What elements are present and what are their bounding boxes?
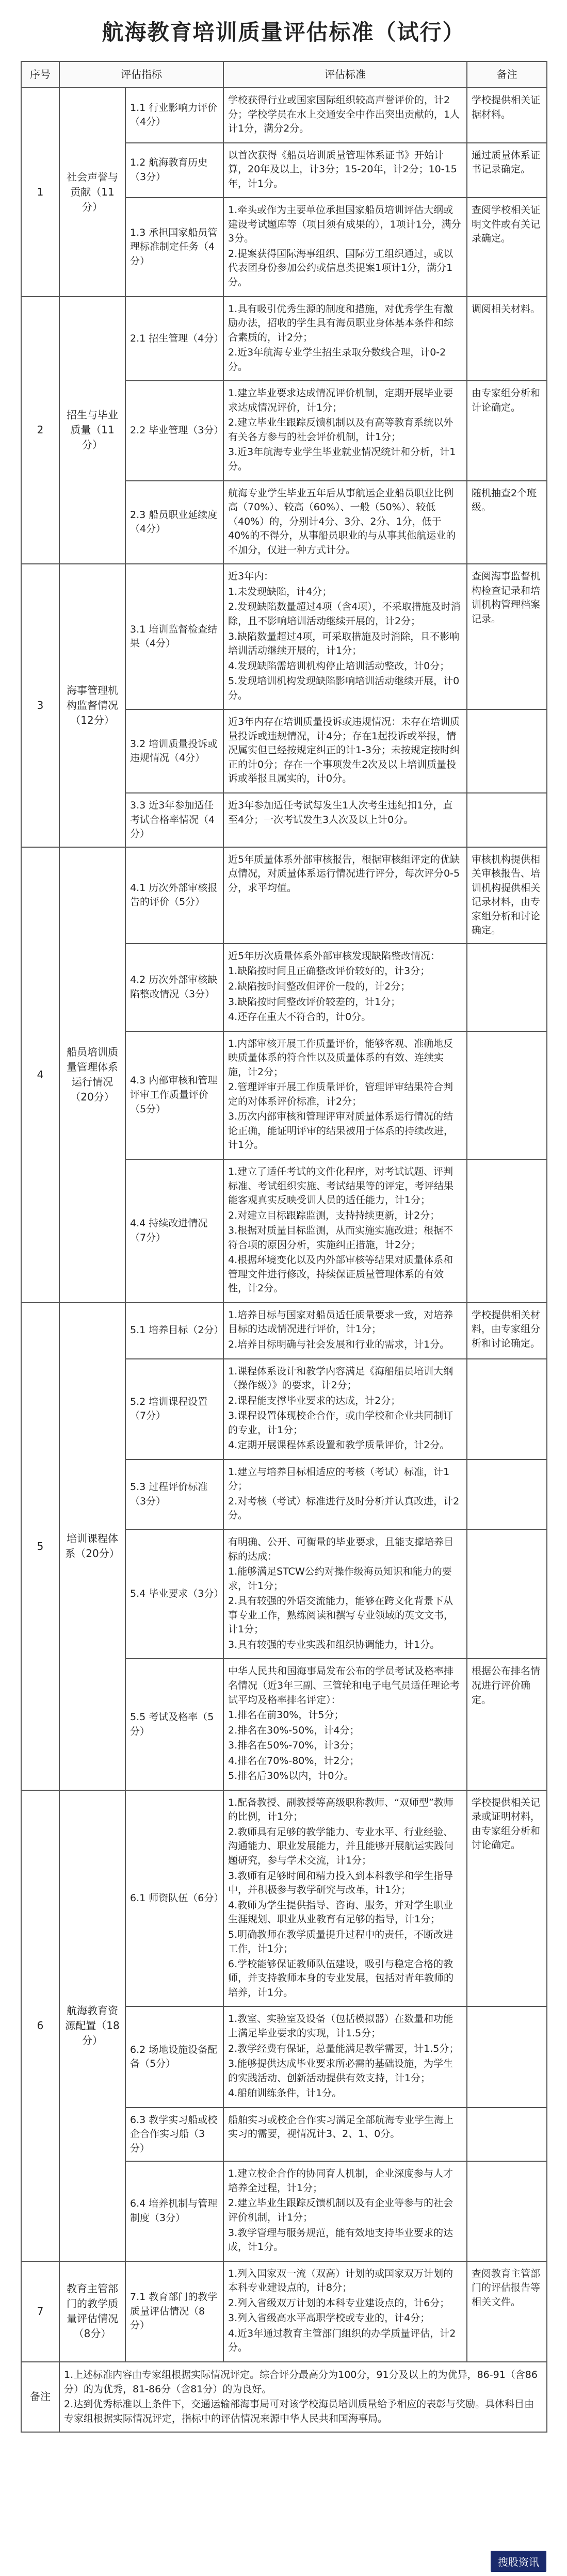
level2-indicator: 6.1 师资队伍（6分） bbox=[125, 1790, 223, 2007]
evaluation-standard bbox=[223, 793, 467, 847]
evaluation-standard bbox=[223, 198, 467, 296]
standard-line: 学校获得行业或国家国际组织较高声誉评价的，计2分；学校学员在水上交通安全中作出突出贡献的，1人计1分，满分2分。 bbox=[228, 94, 460, 135]
remarks-table bbox=[21, 2361, 547, 2433]
standard-line: 5.排名后30%以内，计0分。 bbox=[228, 1770, 354, 1782]
level2-indicator: 5.2 培训课程设置（7分） bbox=[125, 1359, 223, 1460]
standard-line: 2.管理评审开展工作质量评价，管理评审结果符合判定的对体系评价标准，计2分； bbox=[228, 1081, 453, 1107]
note-cell: 由专家组分析和计论确定。 bbox=[467, 381, 547, 480]
level2-indicator: 4.3 内部审核和管理评审工作质量评价（5分） bbox=[125, 1031, 223, 1159]
standard-line: 3.缺陷按时间整改评价较差的，计1分； bbox=[228, 996, 401, 1008]
evaluation-standard bbox=[223, 564, 467, 709]
remarks-line: 1.上述标准内容由专家组根据实际情况评定。综合评分最高分为100分，91分及以上的为优异，86-91（含86分）的为优秀，81-86分（含81分）的为良好。 bbox=[64, 2369, 538, 2395]
table-row bbox=[21, 1303, 547, 1359]
standard-line: 1.牵头或作为主要单位承担国家船员培训评估大纲或建设考试题库等（项目须有成果的），1项计1分，满分3分。 bbox=[228, 204, 461, 245]
note-cell: 调阅相关材料。 bbox=[467, 297, 547, 381]
standard-line: 航海专业学生毕业五年后从事航运企业船员职业比例高（70%）、较高（60%）、一般（50%）、较低（40%）的，分别计4分、3分、2分、1分，低于40%的不得分，从事船员职业的与从事其他航运业的不加分，仅进一种方式计分。 bbox=[228, 487, 456, 556]
standard-line: 1.培养目标与国家对船员适任质量要求一致，对培养目标的达成情况进行评价，计1分； bbox=[228, 1309, 453, 1335]
standard-line: 3.缺陷数量超过4项，可采取措施及时消除，且不影响培训活动继续开展的，计1分； bbox=[228, 630, 460, 657]
standard-line: 4.近3年通过教育主管部门组织的办学质量评估，计2分。 bbox=[228, 2327, 456, 2354]
remarks-row bbox=[21, 2362, 547, 2432]
note-cell: 查阅教育主管部门的评估报告等相关文件。 bbox=[467, 2261, 547, 2362]
standard-line: 3.教学管理与服务规范，能有效地支持毕业要求的达成，计1分。 bbox=[228, 2227, 453, 2253]
remarks-line: 2.达到优秀标准以上条件下，交通运输部海事局可对该学校海员培训质量给予相应的表彰与奖励。具体科目由专家组根据实际情况评定，指标中的评估情况来源中华人民共和国海事局。 bbox=[64, 2398, 534, 2425]
header-note: 备注 bbox=[467, 61, 547, 88]
evaluation-standard bbox=[223, 1460, 467, 1530]
standard-line: 3.根据对质量目标监测，从而实施实施改进；根据不符合项的原因分析，实施纠正措施，计2分； bbox=[228, 1225, 453, 1251]
row-number: 1 bbox=[21, 88, 59, 297]
standard-line: 船舶实习或校企合作实习满足全部航海专业学生海上实习的需要，视情况计3、2、1、0分。 bbox=[228, 2114, 454, 2140]
evaluation-standard bbox=[223, 381, 467, 480]
level2-indicator: 3.1 培训监督检查结果（4分） bbox=[125, 564, 223, 709]
standard-line: 3.近3年航海专业学生毕业就业情况统计和分析，计1分。 bbox=[228, 446, 456, 473]
level2-indicator: 3.3 近3年参加适任考试合格率情况（4分） bbox=[125, 793, 223, 847]
table-row bbox=[21, 564, 547, 709]
header-standard: 评估标准 bbox=[223, 61, 467, 88]
level2-indicator: 2.3 船员职业延续度（4分） bbox=[125, 481, 223, 564]
standard-line: 1.缺陷按时间且正确整改评价较好的，计3分； bbox=[228, 965, 430, 977]
header-indicator: 评估指标 bbox=[59, 61, 223, 88]
evaluation-table bbox=[21, 61, 547, 2362]
note-cell bbox=[467, 1460, 547, 1530]
evaluation-standard bbox=[223, 2006, 467, 2107]
note-cell: 学校提供相关证据材料。 bbox=[467, 88, 547, 143]
standard-line: 2.建立毕业生跟踪反馈机制以及有企业等参与的社会评价机制，计1分； bbox=[228, 2197, 453, 2223]
table-row bbox=[21, 847, 547, 944]
standard-line: 3.列入省级高水平高职学校或专业的，计4分； bbox=[228, 2312, 430, 2324]
standard-line: 3.排名在50%-70%，计3分； bbox=[228, 1740, 360, 1752]
table-row bbox=[21, 2261, 547, 2362]
level2-indicator: 6.3 教学实习船或校企合作实习船（3分） bbox=[125, 2108, 223, 2162]
standard-line: 1.能够满足STCW公约对操作级海员知识和能力的要求，计1分； bbox=[228, 1566, 452, 1592]
standard-line: 2.教师具有足够的教学能力、专业水平、行业经验、沟通能力、职业发展能力，并且能够开展航运实践问题研究，参与学术交流，计1分； bbox=[228, 1826, 454, 1866]
standard-line: 4.定期开展课程体系设置和教学质量评价，计2分。 bbox=[228, 1439, 450, 1451]
standard-line: 2.对考核（考试）标准进行及时分析并认真改进，计2分。 bbox=[228, 1495, 460, 1521]
note-cell bbox=[467, 944, 547, 1031]
table-body bbox=[21, 88, 547, 2362]
note-cell: 学校提供相关记录或证明材料，由专家组分析和讨论确定。 bbox=[467, 1790, 547, 2007]
note-cell: 学校提供相关材料，由专家组分析和讨论确定。 bbox=[467, 1303, 547, 1359]
note-cell: 审核机构提供相关审核报告、培训机构提供相关记录材料，由专家组分析和讨论确定。 bbox=[467, 847, 547, 944]
standard-line: 1.具有吸引优秀生源的制度和措施，对优秀学生有激励办法，招收的学生具有海员职业身体基本条件和综合素质的，计2分； bbox=[228, 303, 454, 343]
table-header-row bbox=[21, 61, 547, 88]
standard-line: 3.能够提供达成毕业要求所必需的基础设施，为学生的实践活动、创新活动提供有效支持，计1分； bbox=[228, 2058, 453, 2084]
note-cell bbox=[467, 793, 547, 847]
standard-line: 3.课程设置体现校企合作，或由学校和企业共同制订的专业，计1分； bbox=[228, 1410, 453, 1436]
standard-line: 1.建立与培养目标相适应的考核（考试）标准，计1分； bbox=[228, 1466, 450, 1492]
row-number: 4 bbox=[21, 847, 59, 1303]
level2-indicator: 5.4 毕业要求（3分） bbox=[125, 1530, 223, 1659]
standard-line: 近3年参加适任考试每发生1人次考生违纪扣1分，直至4分；一次考试发生3人次及以上计0分。 bbox=[228, 799, 453, 825]
evaluation-standard bbox=[223, 1031, 467, 1159]
note-cell: 根据公布排名情况进行评价确定。 bbox=[467, 1659, 547, 1790]
standard-line: 4.还存在重大不符合的，计0分。 bbox=[228, 1011, 371, 1023]
standard-line: 1.未发现缺陷，计4分； bbox=[228, 586, 332, 597]
level2-indicator: 1.2 航海教育历史（3分） bbox=[125, 143, 223, 198]
standard-line: 3.历次内部审核和管理评审对质量体系运行情况的结论正确，能证明评审的结果被用于体系的持续改进，计1分。 bbox=[228, 1111, 454, 1151]
standard-line: 1.建立毕业要求达成情况评价机制，定期开展毕业要求达成情况评价，计1分； bbox=[228, 387, 453, 413]
standard-line: 2.具有较强的外语交流能力，能够在跨文化背景下从事专业工作，熟练阅读和撰写专业领域的英文文书，计1分； bbox=[228, 1595, 454, 1635]
remarks-content bbox=[59, 2362, 547, 2432]
standard-line: 4.教师为学生提供指导、咨询、服务，并对学生职业生涯规划、职业从业教育有足够的指导，计1分； bbox=[228, 1899, 453, 1925]
standard-line: 2.近3年航海专业学生招生录取分数线合理，计0-2分。 bbox=[228, 347, 446, 372]
standard-line: 中华人民共和国海事局发布公布的学员考试及格率排名情况（近3年三副、三管轮和电子电气员适任理论考试平均及格率排名评定）： bbox=[228, 1665, 460, 1706]
watermark-logo: 搜股资讯 bbox=[491, 2551, 546, 2572]
level2-indicator: 2.1 招生管理（4分） bbox=[125, 297, 223, 381]
standard-line: 2.提案获得国际海事组织、国际劳工组织通过，或以代表团身份参加公约或信息类提案1项计1分，满分1分。 bbox=[228, 248, 453, 288]
standard-line: 2.排名在30%-50%，计4分； bbox=[228, 1724, 360, 1736]
table-row bbox=[21, 297, 547, 381]
standard-line: 1.建立校企合作的协同育人机制，企业深度参与人才培养全过程，计1分； bbox=[228, 2168, 453, 2194]
remarks-label: 备注 bbox=[21, 2362, 59, 2432]
evaluation-standard bbox=[223, 1159, 467, 1303]
note-cell bbox=[467, 1359, 547, 1460]
standard-line: 3.教师有足够时间和精力投入到本科教学和学生指导中，并积极参与教学研究与改革，计1分； bbox=[228, 1870, 453, 1896]
row-number: 2 bbox=[21, 297, 59, 564]
row-number: 5 bbox=[21, 1303, 59, 1790]
note-cell bbox=[467, 2108, 547, 2162]
evaluation-standard bbox=[223, 1530, 467, 1659]
standard-line: 2.培养目标明确与社会发展和行业的需求，计1分。 bbox=[228, 1339, 450, 1351]
evaluation-standard bbox=[223, 143, 467, 198]
standard-line: 有明确、公开、可衡量的毕业要求，且能支撑培养目标的达成： bbox=[228, 1536, 454, 1562]
document-title: 航海教育培训质量评估标准（试行） bbox=[102, 20, 465, 45]
note-cell: 通过质量体系证书记录确定。 bbox=[467, 143, 547, 198]
level2-indicator: 1.3 承担国家船员管理标准制定任务（4分） bbox=[125, 198, 223, 296]
level1-indicator: 培训课程体系（20分） bbox=[59, 1303, 125, 1790]
level2-indicator: 4.2 历次外部审核缺陷整改情况（3分） bbox=[125, 944, 223, 1031]
standard-line: 1.排名在前30%，计5分； bbox=[228, 1709, 344, 1721]
evaluation-standard bbox=[223, 1359, 467, 1460]
evaluation-standard bbox=[223, 847, 467, 944]
standard-line: 2.对建立目标跟踪监测，支持持续更新，计2分； bbox=[228, 1209, 440, 1221]
level2-indicator: 7.1 教育部门的教学质量评估情况（8分） bbox=[125, 2261, 223, 2362]
standard-line: 4.排名在70%-80%，计2分； bbox=[228, 1755, 360, 1767]
standard-line: 2.建立毕业生跟踪反馈机制以及有高等教育系统以外有关各方参与的社会评价机制，计1分； bbox=[228, 417, 453, 443]
level2-indicator: 6.2 场地设施设备配备（5分） bbox=[125, 2006, 223, 2107]
evaluation-standard bbox=[223, 2161, 467, 2261]
note-cell bbox=[467, 1530, 547, 1659]
evaluation-standard bbox=[223, 1659, 467, 1790]
evaluation-standard bbox=[223, 709, 467, 793]
standard-line: 6.学校能够保证教师队伍建设，吸引与稳定合格的教师，并支持教师本身的专业发展，包括对青年教师的培养，计1分。 bbox=[228, 1958, 454, 1998]
level2-indicator: 4.4 持续改进情况（7分） bbox=[125, 1159, 223, 1303]
level2-indicator: 3.2 培训质量投诉或违规情况（4分） bbox=[125, 709, 223, 793]
level1-indicator: 航海教育资源配置（18分） bbox=[59, 1790, 125, 2261]
standard-line: 5.明确教师在教学质量提升过程中的责任，不断改进工作，计1分； bbox=[228, 1929, 453, 1955]
evaluation-standard bbox=[223, 2108, 467, 2162]
level1-indicator: 招生与毕业质量（11分） bbox=[59, 297, 125, 564]
standard-line: 近5年历次质量体系外部审核发现缺陷整改情况： bbox=[228, 950, 441, 962]
level2-indicator: 5.1 培养目标（2分） bbox=[125, 1303, 223, 1359]
row-number: 7 bbox=[21, 2261, 59, 2362]
level2-indicator: 2.2 毕业管理（3分） bbox=[125, 381, 223, 480]
row-number: 3 bbox=[21, 564, 59, 847]
level2-indicator: 6.4 培养机制与管理制度（3分） bbox=[125, 2161, 223, 2261]
standard-line: 5.发现培训机构发现缺陷影响培训活动继续开展，计0分。 bbox=[228, 675, 460, 701]
note-cell: 查阅海事监督机构检查记录和培训机构管理档案记录。 bbox=[467, 564, 547, 709]
level2-indicator: 5.5 考试及格率（5分） bbox=[125, 1659, 223, 1790]
evaluation-standard bbox=[223, 1790, 467, 2007]
standard-line: 2.列入省级双万计划的本科专业建设点的，计6分； bbox=[228, 2297, 450, 2309]
standard-line: 3.具有较强的专业实践和组织协调能力，计1分。 bbox=[228, 1639, 440, 1650]
standard-line: 4.船舶训练条件，计1分。 bbox=[228, 2087, 342, 2099]
note-cell bbox=[467, 2161, 547, 2261]
standard-line: 1.列入国家双一流（双高）计划的或国家双万计划的本科专业建设点的，计8分； bbox=[228, 2267, 453, 2294]
note-cell: 查阅学校相关证明文件或有关记录确定。 bbox=[467, 198, 547, 296]
standard-line: 2.缺陷按时间整改但评价一般的，计2分； bbox=[228, 980, 411, 992]
note-cell bbox=[467, 2006, 547, 2107]
level1-indicator: 船员培训质量管理体系运行情况（20分） bbox=[59, 847, 125, 1303]
evaluation-standard bbox=[223, 481, 467, 564]
header-no: 序号 bbox=[21, 61, 59, 88]
row-number: 6 bbox=[21, 1790, 59, 2261]
evaluation-standard bbox=[223, 2261, 467, 2362]
standard-line: 4.根据环境变化以及内外部审核等结果对质量体系和管理文件进行修改，持续保证质量管理体系的有效性，计2分。 bbox=[228, 1254, 453, 1294]
standard-line: 2.课程能支撑毕业要求的达成，计2分； bbox=[228, 1395, 401, 1406]
evaluation-standard bbox=[223, 1303, 467, 1359]
standard-line: 1.配备教授、副教授等高级职称教师、“双师型”教师的比例，计1分； bbox=[228, 1796, 453, 1823]
standard-line: 1.课程体系设计和教学内容满足《海船船员培训大纲（操作级）》的要求，计2分； bbox=[228, 1365, 453, 1391]
level2-indicator: 5.3 过程评价标准（3分） bbox=[125, 1460, 223, 1530]
level2-indicator: 1.1 行业影响力评价（4分） bbox=[125, 88, 223, 143]
note-cell bbox=[467, 1031, 547, 1159]
standard-line: 近3年内存在培训质量投诉或违规情况：未存在培训质量投诉或违规情况，计4分；存在1起投诉或举报，情况属实但已经按规定纠正的计1-3分；未按规定按时纠正的计0分；存在一个事项发生2次及以上培训质量投诉或举报且属实的，计0分。 bbox=[228, 716, 460, 785]
standard-line: 4.发现缺陷需培训机构停止培训活动整改，计0分； bbox=[228, 660, 450, 672]
note-cell bbox=[467, 709, 547, 793]
level1-indicator: 海事管理机构监督情况（12分） bbox=[59, 564, 125, 847]
standard-line: 2.发现缺陷数量超过4项（含4项），不采取措施及时消除，且不影响培训活动继续开展的，计2分； bbox=[228, 601, 461, 627]
level1-indicator: 社会声誉与贡献（11分） bbox=[59, 88, 125, 297]
evaluation-standard bbox=[223, 297, 467, 381]
standard-line: 1.教室、实验室及设备（包括模拟器）在数量和功能上满足毕业要求的实现，计1.5分； bbox=[228, 2013, 453, 2039]
standard-line: 近5年质量体系外部审核报告，根据审核组评定的优缺点情况，对质量体系运行情况进行评分，每次评分0-5分，求平均值。 bbox=[228, 853, 460, 894]
note-cell bbox=[467, 1159, 547, 1303]
evaluation-standard bbox=[223, 88, 467, 143]
note-cell: 随机抽查2个班级。 bbox=[467, 481, 547, 564]
table-row bbox=[21, 1790, 547, 2007]
level2-indicator: 4.1 历次外部审核报告的评价（5分） bbox=[125, 847, 223, 944]
table-row bbox=[21, 88, 547, 143]
standard-line: 以首次获得《船员培训质量管理体系证书》开始计算，20年及以上，计3分；15-20年，计2分；10-15年，计1分。 bbox=[228, 149, 457, 189]
standard-line: 1.建立了适任考试的文件化程序，对考试试题、评判标准、考试组织实施、考试结果等的评定，考评结果能客观真实反映受训人员的适任能力，计1分； bbox=[228, 1166, 454, 1206]
evaluation-standard bbox=[223, 944, 467, 1031]
standard-line: 近3年内： bbox=[228, 571, 274, 582]
standard-line: 1.内部审核开展工作质量评价，能够客观、准确地反映质量体系的符合性以及质量体系的有效、连续实施，计2分； bbox=[228, 1038, 453, 1078]
level1-indicator: 教育主管部门的教学质量评估情况（8分） bbox=[59, 2261, 125, 2362]
standard-line: 2.教学经费有保证，总量能满足教学需要，计1.5分； bbox=[228, 2043, 459, 2054]
